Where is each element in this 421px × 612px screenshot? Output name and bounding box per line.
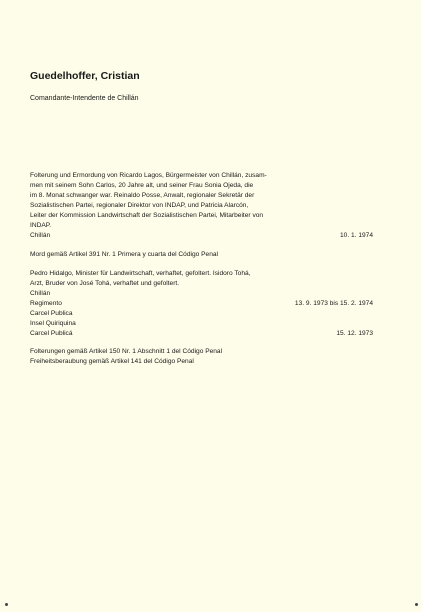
case-2-line: Arzt, Bruder von José Tohá, verhaftet und gefoltert. bbox=[30, 280, 180, 287]
person-name: Guedelhoffer, Cristian bbox=[30, 70, 140, 82]
case-2-charge: Folterungen gemäß Artikel 150 Nr. 1 Abschnitt 1 del Código Penal bbox=[30, 348, 223, 355]
case-1-line: men mit seinem Sohn Carlos, 20 Jahre alt, und seiner Frau Sonia Ojeda, die bbox=[30, 182, 254, 189]
case-2-line: Pedro Hidalgo, Minister für Landwirtschaft, verhaftet, gefoltert. Isidoro Tohá, bbox=[30, 270, 251, 277]
scan-mark bbox=[415, 603, 418, 606]
case-1-line: im 8. Monat schwanger war. Reinaldo Posse, Anwalt, regionaler Sekretär der bbox=[30, 192, 255, 199]
person-role: Comandante-Intendente de Chillán bbox=[30, 95, 139, 102]
case-2-date-range: 13. 9. 1973 bis 15. 2. 1974 bbox=[294, 300, 373, 307]
case-2-place-regimento: Regimento bbox=[30, 300, 62, 307]
case-1-line: Folterung und Ermordung von Ricardo Lagos, Bürgermeister von Chillán, zusam- bbox=[30, 172, 267, 179]
case-1-date: 10. 1. 1974 bbox=[340, 232, 373, 239]
case-1-line: Leiter der Kommission Landwirtschaft der Sozialistischen Partei, Mitarbeiter von bbox=[30, 212, 264, 219]
case-1-line: Sozialistischen Partei, regionaler Direktor von INDAP, und Patricia Alarcón, bbox=[30, 202, 249, 209]
case-2-date-2: 15. 12. 1973 bbox=[336, 330, 373, 337]
case-1-place: Chillán bbox=[30, 232, 51, 239]
case-1-line: INDAP. bbox=[30, 222, 52, 229]
case-2-place-chillan: Chillán bbox=[30, 290, 51, 297]
case-2-place-carcel: Carcel Publica bbox=[30, 310, 73, 317]
case-2-place-insel: Insel Quiriquina bbox=[30, 320, 76, 327]
case-2-charge: Freiheitsberaubung gemäß Artikel 141 del Código Penal bbox=[30, 358, 194, 365]
case-2-place-carcel-2: Carcel Publicá bbox=[30, 330, 73, 337]
scan-mark bbox=[5, 603, 8, 606]
case-1-charge: Mord gemäß Artikel 391 Nr. 1 Primera y cuarta del Código Penal bbox=[30, 251, 219, 258]
